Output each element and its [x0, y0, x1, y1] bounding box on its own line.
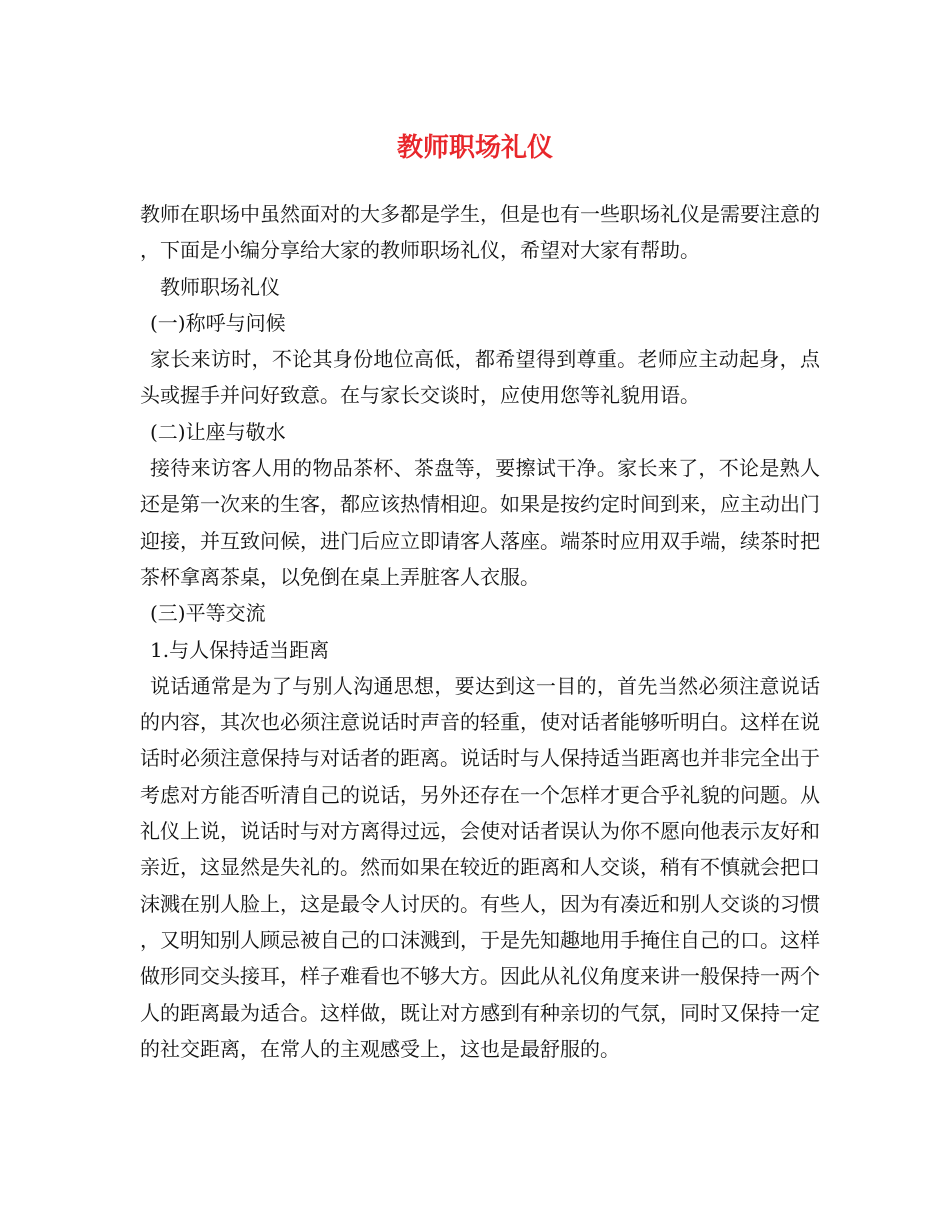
paragraph-seating: 接待来访客人用的物品茶杯、茶盘等，要擦试干净。家长来了，不论是熟人还是第一次来的生客，都应该热情相迎。如果是按约定时间到来，应主动出门迎接，并互致问候，进门后应立即请客人落座。端茶时应用双手端，续茶时把茶杯拿离茶桌，以免倒在桌上弄脏客人衣服。 [140, 456, 820, 589]
document-title: 教师职场礼仪 [396, 133, 553, 163]
paragraph-distance: 说话通常是为了与别人沟通思想，要达到这一目的，首先当然必须注意说话的内容，其次也必须注意说话时声音的轻重，使对话者能够听明白。这样在说话时必须注意保持与对话者的距离。说话时与人保持适当距离也并非完全出于考虑对方能否听清自己的说话，另外还存在一个怎样才更合乎礼貌的问题。从礼仪上说，说话时与对方离得过远，会使对话者误认为你不愿向他表示友好和亲近，这显然是失礼的。然而如果在较近的距离和人交谈，稍有不慎就会把口沫溅在别人脸上，这是最令人讨厌的。有些人，因为有凑近和别人交谈的习惯，又明知别人顾忌被自己的口沫溅到，于是先知趣地用手掩住自己的口。这样做形同交头接耳，样子难看也不够大方。因此从礼仪角度来讲一般保持一两个人的距离最为适合。这样做，既让对方感到有种亲切的气氛，同时又保持一定的社交距离，在常人的主观感受上，这也是最舒服的。 [140, 673, 820, 1061]
subheading-seating: (二)让座与敬水 [150, 419, 286, 444]
subheading-distance: 1.与人保持适当距离 [150, 637, 330, 662]
section-heading: 教师职场礼仪 [160, 274, 280, 299]
document-body [140, 196, 820, 1067]
intro-paragraph: 教师在职场中虽然面对的大多都是学生，但是也有一些职场礼仪是需要注意的，下面是小编分享给大家的教师职场礼仪，希望对大家有帮助。 [140, 202, 820, 263]
subheading-greeting: (一)称呼与问候 [150, 310, 286, 335]
subheading-communication: (三)平等交流 [150, 601, 266, 626]
paragraph-greeting: 家长来访时，不论其身份地位高低，都希望得到尊重。老师应主动起身，点头或握手并问好致意。在与家长交谈时，应使用您等礼貌用语。 [140, 347, 820, 408]
